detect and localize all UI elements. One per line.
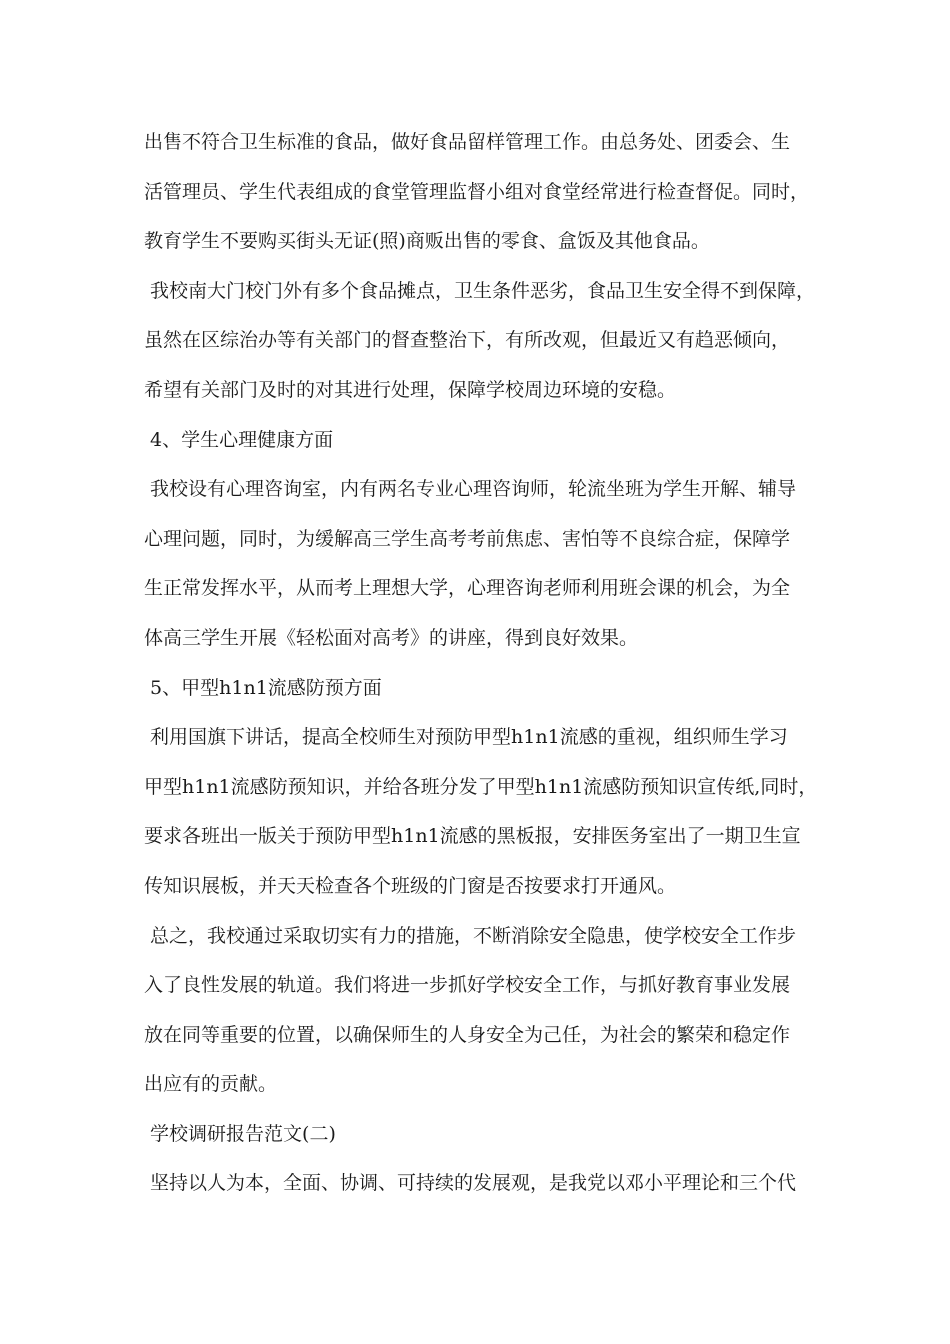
text-line: 要求各班出一版关于预防甲型h1n1流感的黑板报，安排医务室出了一期卫生宣 (144, 825, 801, 848)
document-body (144, 118, 824, 1209)
paragraph-start-line: 坚持以人为本，全面、协调、可持续的发展观，是我党以邓小平理论和三个代 (144, 1172, 797, 1195)
paragraph-start-line: 利用国旗下讲话，提高全校师生对预防甲型h1n1流感的重视，组织师生学习 (144, 726, 788, 749)
paragraph-start-line: 我校南大门校门外有多个食品摊点，卫生条件恶劣，食品卫生安全得不到保障， (144, 279, 816, 302)
section-heading: 4、学生心理健康方面 (144, 428, 334, 451)
text-line: 体高三学生开展《轻松面对高考》的讲座，得到良好效果。 (144, 626, 639, 649)
text-line: 放在同等重要的位置，以确保师生的人身安全为己任，为社会的繁荣和稳定作 (144, 1023, 791, 1046)
text-line: 入了良性发展的轨道。我们将进一步抓好学校安全工作，与抓好教育事业发展 (144, 974, 791, 997)
text-line: 教育学生不要购买街头无证(照)商贩出售的零食、盒饭及其他食品。 (144, 230, 710, 253)
text-line: 活管理员、学生代表组成的食堂管理监督小组对食堂经常进行检查督促。同时， (144, 180, 810, 203)
section-heading: 5、甲型h1n1流感防预方面 (144, 676, 382, 699)
paragraph-start-line: 我校设有心理咨询室，内有两名专业心理咨询师，轮流坐班为学生开解、辅导 (144, 478, 797, 501)
text-line: 传知识展板，并天天检查各个班级的门窗是否按要求打开通风。 (144, 874, 677, 897)
paragraph-start-line: 总之，我校通过采取切实有力的措施，不断消除安全隐患，使学校安全工作步 (144, 924, 797, 947)
text-line: 甲型h1n1流感防预知识，并给各班分发了甲型h1n1流感防预知识宣传纸,同时， (144, 775, 818, 798)
section-heading: 学校调研报告范文(二) (144, 1122, 336, 1145)
text-line: 心理问题，同时，为缓解高三学生高考考前焦虑、害怕等不良综合症，保障学 (144, 527, 791, 550)
text-line: 虽然在区综治办等有关部门的督查整治下，有所改观，但最近又有趋恶倾向， (144, 329, 791, 352)
text-line: 希望有关部门及时的对其进行处理，保障学校周边环境的安稳。 (144, 378, 677, 401)
text-line: 生正常发挥水平，从而考上理想大学，心理咨询老师利用班会课的机会，为全 (144, 577, 791, 600)
text-line: 出售不符合卫生标准的食品，做好食品留样管理工作。由总务处、团委会、生 (144, 131, 791, 153)
text-line: 出应有的贡献。 (144, 1073, 278, 1096)
